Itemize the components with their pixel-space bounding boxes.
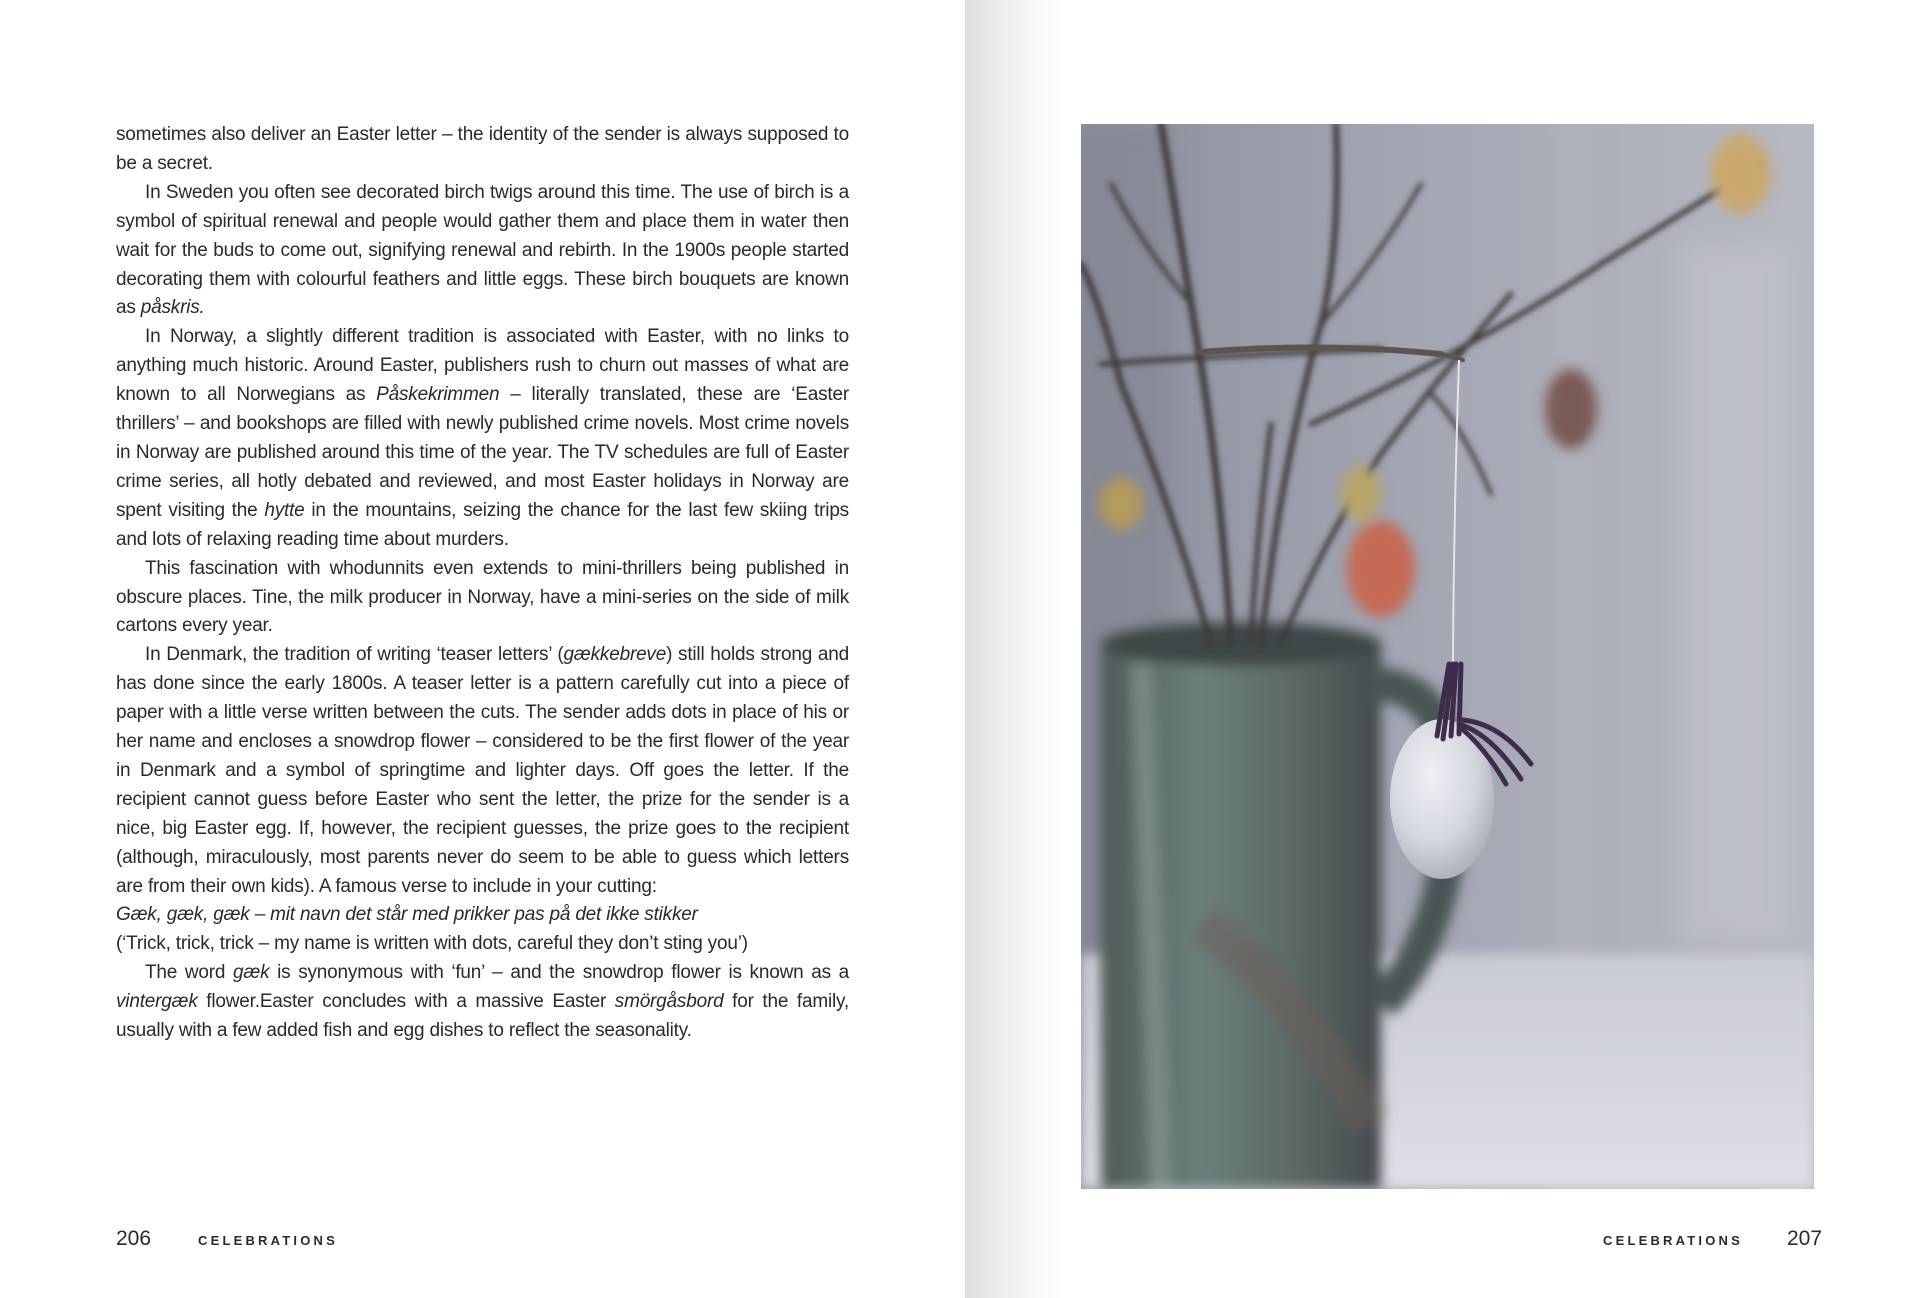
running-head-right: CELEBRATIONS <box>1603 1233 1743 1248</box>
text-run: for the family, usually with a few added fish and egg dishes to reflect the seasonality. <box>116 991 849 1042</box>
text-run: The word <box>145 962 234 984</box>
page-number-right: 207 <box>1787 1227 1823 1250</box>
paragraph <box>116 901 849 930</box>
text-run: flower.Easter concludes with a massive Easter <box>197 991 615 1013</box>
italic-term: Gæk, gæk, gæk – mit navn det står med prikker pas på det ikke stikker <box>116 904 698 926</box>
italic-term: Påskekrimmen <box>376 384 500 406</box>
page-number-left: 206 <box>116 1227 152 1250</box>
paragraph <box>116 930 849 959</box>
easter-egg-photo <box>1081 124 1814 1189</box>
paragraph <box>116 323 849 554</box>
text-run: sometimes also deliver an Easter letter – the identity of the sender is always supposed to be a secret. <box>116 124 849 174</box>
italic-term: hytte <box>264 499 305 521</box>
paragraph <box>116 959 849 1046</box>
italic-term: vintergæk <box>116 991 198 1013</box>
paragraph <box>116 121 849 179</box>
text-run: (‘Trick, trick, trick – my name is written with dots, careful they don’t sting you’) <box>116 933 748 955</box>
text-run: In Denmark, the tradition of writing ‘teaser letters’ ( <box>145 644 564 666</box>
paragraph <box>116 179 849 324</box>
paragraph <box>116 641 849 901</box>
paragraph <box>116 555 849 642</box>
text-run: In Norway, a slightly different tradition is associated with Easter, with no links to anything much historic. Around Easter, publishers rush to churn out masses of what are known to all Norwegians as <box>116 326 849 406</box>
text-run: This fascination with whodunnits even extends to mini-thrillers being published in obscure places. Tine, the milk producer in Norway, have a mini-series on the side of milk cartons every year. <box>116 557 849 637</box>
running-head-left: CELEBRATIONS <box>198 1233 338 1248</box>
italic-term: gæk <box>233 962 270 984</box>
gutter-shadow <box>965 0 1065 1298</box>
italic-term: gækkebreve <box>563 644 667 666</box>
italic-term: påskris. <box>140 297 205 319</box>
text-run: in the mountains, seizing the chance for the last few skiing trips and lots of relaxing reading time about murders. <box>116 499 849 550</box>
text-run: ) still holds strong and has done since the early 1800s. A teaser letter is a pattern carefully cut into a piece of paper with a little verse written between the cuts. The sender adds dots in place of his or her name and encloses a snowdrop flower – considered to be the first flower of the year in Denmark and a symbol of springtime and lighter days. Off goes the letter. If the recipient cannot guess before Easter who sent the letter, the prize for the sender is a nice, big Easter egg. If, however, the recipient guesses, the prize goes to the recipient (although, miraculously, most parents never do seem to be able to guess which letters are from their own kids). A famous verse to include in your cutting: <box>116 644 849 897</box>
body-text <box>116 121 849 1046</box>
text-run: In Sweden you often see decorated birch twigs around this time. The use of birch is a symbol of spiritual renewal and people would gather them and place them in water then wait for the buds to come out, signifying renewal and rebirth. In the 1900s people started decorating them with colourful feathers and little eggs. These birch bouquets are known as <box>116 181 849 319</box>
text-run: is synonymous with ‘fun’ – and the snowdrop flower is known as a <box>269 962 849 984</box>
italic-term: smörgåsbord <box>614 991 724 1013</box>
text-run: – literally translated, these are ‘Easter thrillers’ – and bookshops are filled with newly published crime novels. Most crime novels in Norway are published around this time of the year. The TV schedules are full of Easter crime series, all hotly debated and reviewed, and most Easter holidays in Norway are spent visiting the <box>116 384 849 521</box>
right-page <box>965 0 1920 1298</box>
